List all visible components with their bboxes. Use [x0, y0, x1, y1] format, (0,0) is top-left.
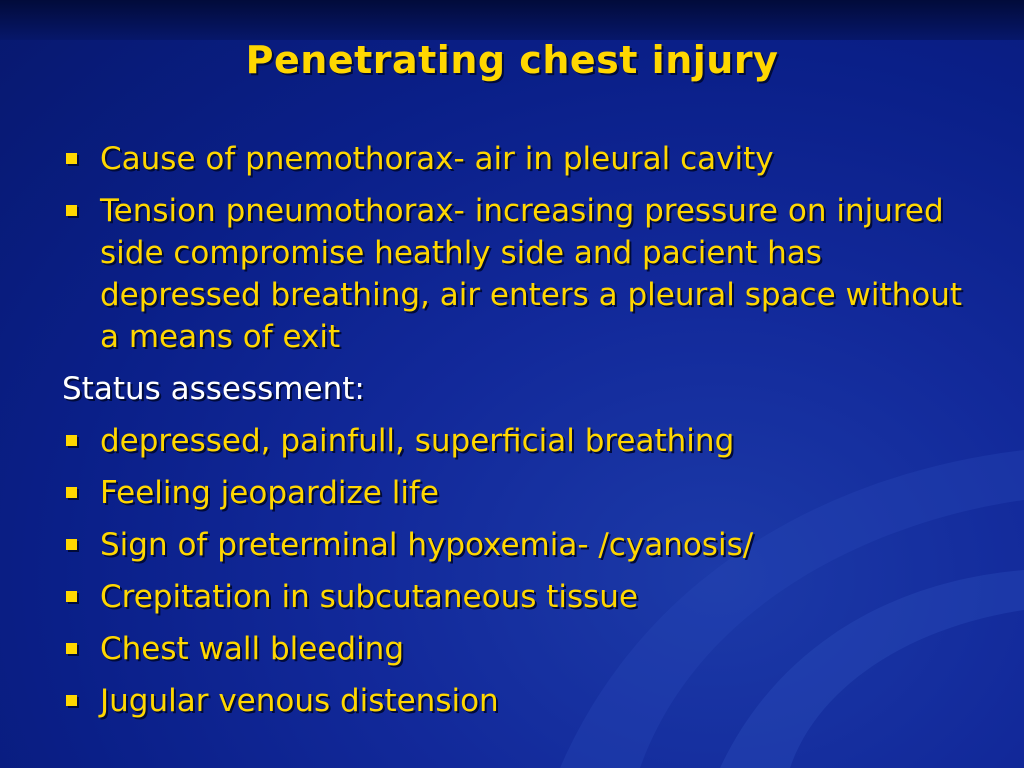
- bullet-item: [60, 138, 980, 180]
- bullet-text: Jugular venous distension: [100, 683, 499, 719]
- bullet-text: depressed, painfull, superficial breathing: [100, 423, 735, 459]
- square-bullet-icon: [66, 695, 77, 706]
- bullet-text: Crepitation in subcutaneous tissue: [100, 579, 639, 615]
- bullet-item: [60, 472, 980, 514]
- bullet-text: Tension pneumothorax- increasing pressure on injured side compromise heathly side and pacient has depressed breathing, air enters a pleural space without a means of exit: [100, 193, 963, 355]
- slide-content: [60, 138, 980, 732]
- square-bullet-icon: [66, 539, 77, 550]
- slide-title: Penetrating chest injury: [245, 38, 779, 82]
- bullet-item: [60, 524, 980, 566]
- bullet-item: [60, 680, 980, 722]
- bullet-text: Sign of preterminal hypoxemia- /cyanosis/: [100, 527, 754, 563]
- bullet-item: [60, 420, 980, 462]
- section-label-text: Status assessment:: [62, 371, 365, 407]
- bullet-item: [60, 190, 980, 358]
- top-band: [0, 0, 1024, 40]
- bullet-text: Cause of pnemothorax- air in pleural cavity: [100, 141, 774, 177]
- square-bullet-icon: [66, 435, 77, 446]
- bullet-item: [60, 628, 980, 670]
- bullet-text: Chest wall bleeding: [100, 631, 405, 667]
- section-label: [60, 368, 980, 410]
- square-bullet-icon: [66, 153, 77, 164]
- square-bullet-icon: [66, 643, 77, 654]
- square-bullet-icon: [66, 591, 77, 602]
- bullet-item: [60, 576, 980, 618]
- bullet-text: Feeling jeopardize life: [100, 475, 439, 511]
- square-bullet-icon: [66, 205, 77, 216]
- square-bullet-icon: [66, 487, 77, 498]
